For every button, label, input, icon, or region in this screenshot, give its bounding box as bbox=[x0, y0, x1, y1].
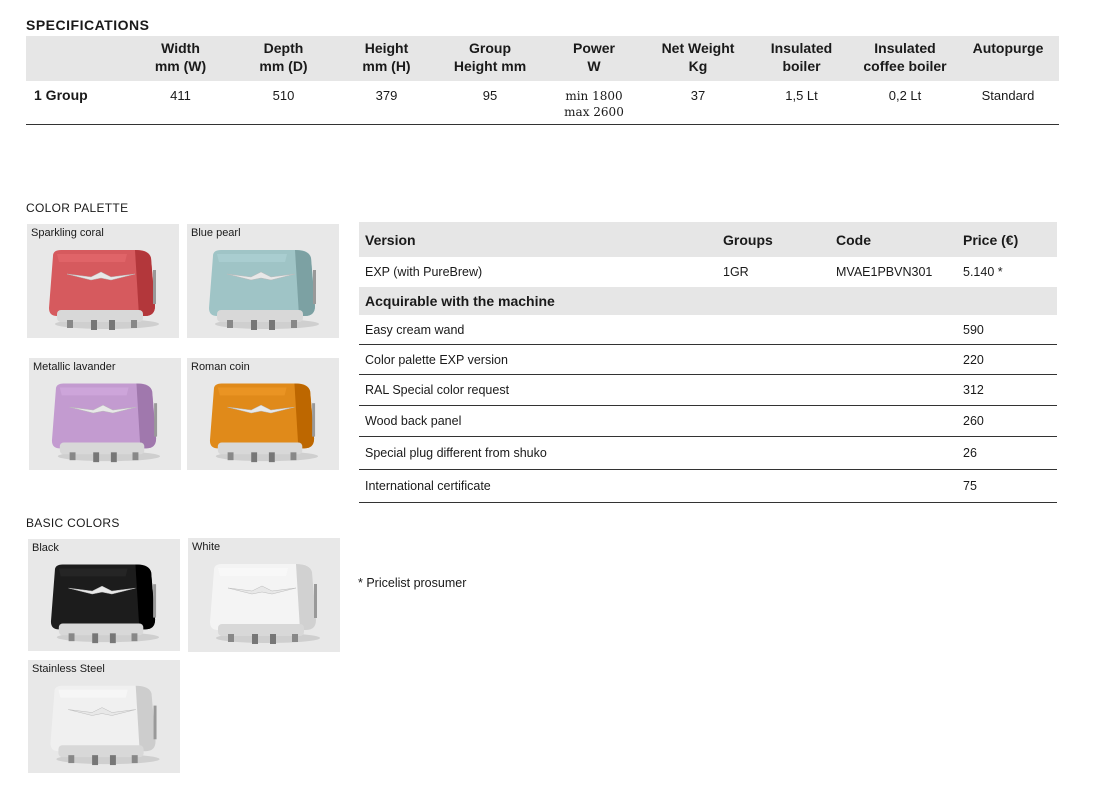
table-row bbox=[26, 81, 1059, 125]
swatch-sparkling-coral bbox=[27, 224, 179, 338]
cell-insulated-boiler: 1,5 Lt bbox=[750, 81, 853, 125]
table-row bbox=[359, 315, 1057, 345]
option-price: 220 bbox=[957, 345, 1057, 375]
swatch-label: Sparkling coral bbox=[31, 227, 104, 239]
header-insulated-boiler: Insulated boiler bbox=[750, 36, 853, 81]
cell-insulated-coffee-boiler: 0,2 Lt bbox=[853, 81, 957, 125]
power-min: min 1800 bbox=[565, 89, 623, 103]
swatch-metallic-lavander bbox=[29, 358, 181, 470]
swatch-label: Black bbox=[32, 542, 59, 554]
header-height: Height mm (H) bbox=[335, 36, 438, 81]
cell-width: 411 bbox=[129, 81, 232, 125]
header-power: Power W bbox=[542, 36, 646, 81]
cell-power bbox=[542, 81, 646, 125]
option-name: Wood back panel bbox=[359, 406, 957, 437]
table-row bbox=[359, 345, 1057, 375]
header-version: Version bbox=[359, 222, 717, 257]
table-row bbox=[359, 375, 1057, 406]
groups-cell: 1GR bbox=[723, 265, 749, 279]
swatch-stainless-steel bbox=[28, 660, 180, 773]
header-insulated-coffee-boiler: Insulated coffee boiler bbox=[853, 36, 957, 81]
swatch-label: Metallic lavander bbox=[33, 361, 116, 373]
option-name: Special plug different from shuko bbox=[359, 437, 957, 470]
option-price: 26 bbox=[957, 437, 1057, 470]
swatch-label: White bbox=[192, 541, 221, 553]
swatch-label: Roman coin bbox=[191, 361, 250, 373]
header-net-weight: Net Weight Kg bbox=[646, 36, 750, 81]
swatch-label: Stainless Steel bbox=[32, 663, 105, 675]
cell-autopurge: Standard bbox=[957, 81, 1059, 125]
espresso-machine-image bbox=[187, 224, 339, 338]
option-price: 590 bbox=[957, 315, 1057, 345]
espresso-machine-image bbox=[27, 224, 179, 338]
espresso-machine-image bbox=[187, 358, 339, 470]
row-label: 1 Group bbox=[26, 81, 129, 125]
price-table bbox=[359, 222, 1057, 503]
option-price: 312 bbox=[957, 375, 1057, 406]
header-empty bbox=[26, 36, 129, 81]
swatch-label: Blue pearl bbox=[191, 227, 241, 239]
header-code: Code bbox=[830, 222, 957, 257]
espresso-machine-image bbox=[28, 539, 180, 651]
price-cell: 5.140 * bbox=[963, 265, 1003, 279]
option-name: Easy cream wand bbox=[359, 315, 957, 345]
header-depth: Depth mm (D) bbox=[232, 36, 335, 81]
table-row bbox=[359, 437, 1057, 470]
swatch-roman-coin bbox=[187, 358, 339, 470]
header-width: Width mm (W) bbox=[129, 36, 232, 81]
option-price: 260 bbox=[957, 406, 1057, 437]
header-groups: Groups bbox=[717, 222, 830, 257]
espresso-machine-image bbox=[29, 358, 181, 470]
cell-net-weight: 37 bbox=[646, 81, 750, 125]
specifications-table bbox=[26, 36, 1059, 125]
header-price: Price (€) bbox=[957, 222, 1057, 257]
espresso-machine-image bbox=[188, 538, 340, 652]
code-cell: MVAE1PBVN301 bbox=[836, 265, 933, 279]
subheader-label: Acquirable with the machine bbox=[359, 287, 1057, 315]
option-name: International certificate bbox=[359, 470, 957, 503]
cell-height: 379 bbox=[335, 81, 438, 125]
espresso-machine-image bbox=[28, 660, 180, 773]
specifications-title: SPECIFICATIONS bbox=[26, 17, 150, 33]
basic-colors-title: BASIC COLORS bbox=[26, 516, 120, 530]
header-autopurge: Autopurge bbox=[957, 36, 1059, 81]
swatch-blue-pearl bbox=[187, 224, 339, 338]
header-group-height: Group Height mm bbox=[438, 36, 542, 81]
footnote: * Pricelist prosumer bbox=[358, 576, 467, 590]
cell-depth: 510 bbox=[232, 81, 335, 125]
version-cell: EXP (with PureBrew) bbox=[365, 265, 483, 279]
specifications-header-row bbox=[26, 36, 1059, 81]
option-name: RAL Special color request bbox=[359, 375, 957, 406]
price-header-row bbox=[359, 222, 1057, 257]
table-row bbox=[359, 257, 1057, 287]
table-row bbox=[359, 406, 1057, 437]
cell-group-height: 95 bbox=[438, 81, 542, 125]
subheader-row bbox=[359, 287, 1057, 315]
option-name: Color palette EXP version bbox=[359, 345, 957, 375]
table-row bbox=[359, 470, 1057, 503]
swatch-black bbox=[28, 539, 180, 651]
option-price: 75 bbox=[957, 470, 1057, 503]
power-max: max 2600 bbox=[564, 105, 624, 119]
swatch-white bbox=[188, 538, 340, 652]
color-palette-title: COLOR PALETTE bbox=[26, 201, 129, 215]
